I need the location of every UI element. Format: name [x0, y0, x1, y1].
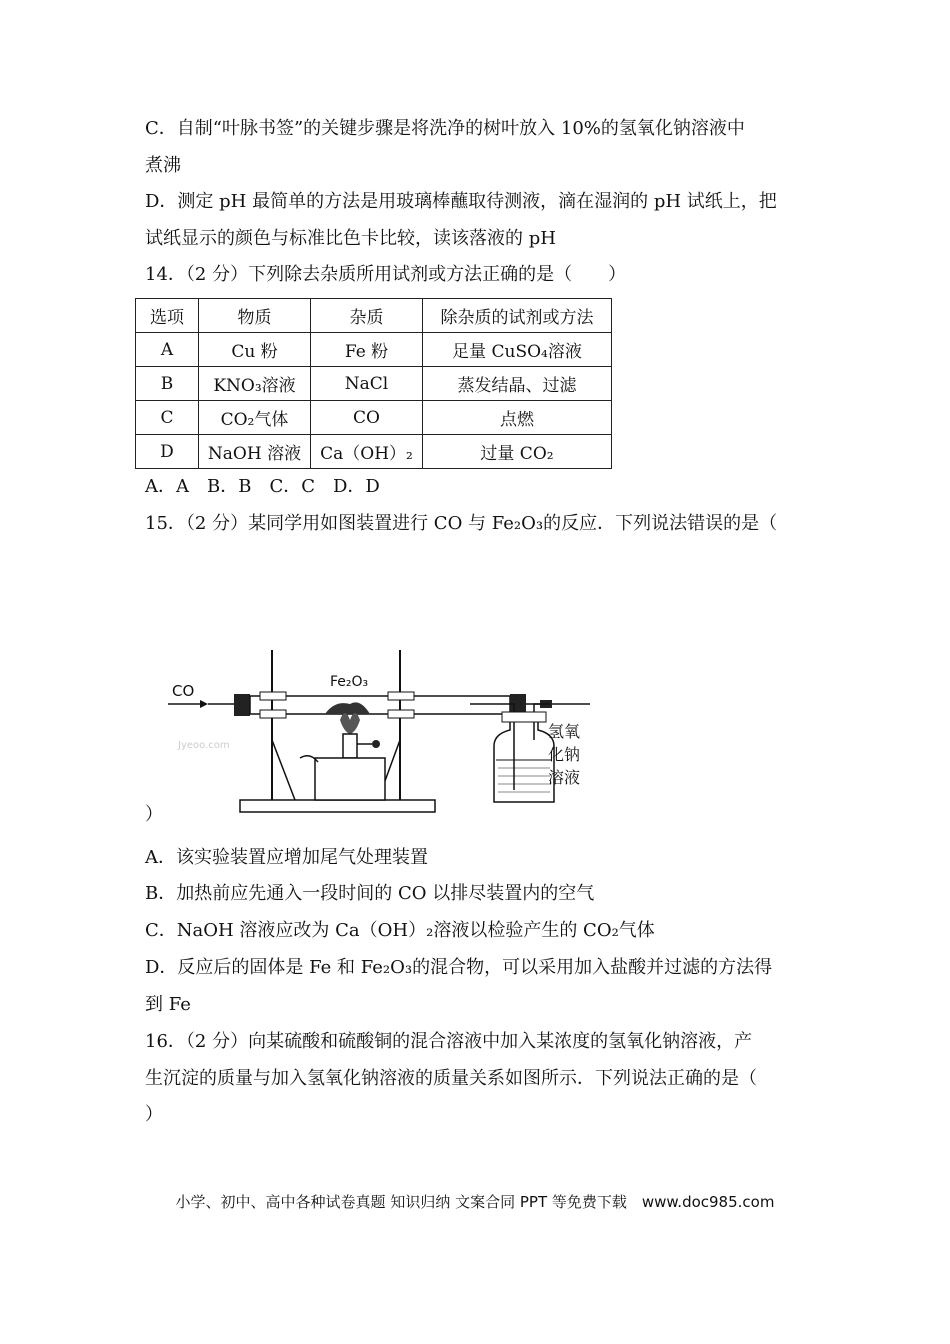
q15-close-paren: ） [145, 804, 163, 825]
page-footer: 小学、初中、高中各种试卷真题 知识归纳 文案合同 PPT 等免费下载 www.doc985.com [175, 1193, 775, 1211]
q13-option-c-line2: 煮沸 [145, 155, 181, 176]
table-cell: Fe 粉 [311, 333, 423, 367]
table-cell: D [136, 435, 199, 469]
table-cell: KNO₃溶液 [199, 367, 311, 401]
watermark: Jyeoo.com [178, 740, 230, 751]
table-header-cell: 除杂质的试剂或方法 [423, 299, 612, 333]
table-cell: B [136, 367, 199, 401]
table-cell: A [136, 333, 199, 367]
table-header-row [136, 299, 612, 333]
solution-label-line1: 氢氧 [548, 722, 581, 741]
burner-tube [343, 734, 357, 758]
arrow-head-icon [200, 700, 208, 708]
table-cell: CO [311, 401, 423, 435]
q15-option-d-line1: D．反应后的固体是 Fe 和 Fe₂O₃的混合物，可以采用加入盐酸并过滤的方法得 [145, 957, 773, 978]
table-cell: NaOH 溶液 [199, 435, 311, 469]
table-cell: 蒸发结晶、过滤 [423, 367, 612, 401]
table-cell: C [136, 401, 199, 435]
fe2o3-powder [325, 702, 370, 714]
q16-line1: 16．（2 分）向某硫酸和硫酸铜的混合溶液中加入某浓度的氢氧化钠溶液，产 [145, 1031, 753, 1052]
table-cell: 足量 CuSO₄溶液 [423, 333, 612, 367]
stand-base [240, 800, 435, 812]
q14-table [135, 298, 612, 469]
q15-option-c: C．NaOH 溶液应改为 Ca（OH）₂溶液以检验产生的 CO₂气体 [145, 920, 655, 941]
q14-stem: 14．（2 分）下列除去杂质所用试剂或方法正确的是（ ） [145, 264, 627, 285]
fe2o3-label: Fe₂O₃ [330, 674, 369, 690]
table-header-cell: 物质 [199, 299, 311, 333]
co-label: CO [172, 682, 195, 700]
bottle-stopper [502, 712, 546, 722]
q16-line3: ） [145, 1104, 163, 1125]
table-cell: CO₂气体 [199, 401, 311, 435]
table-row [136, 333, 612, 367]
left-clamp [260, 692, 286, 700]
table-cell: 点燃 [423, 401, 612, 435]
table-row [136, 367, 612, 401]
q15-option-d-line2: 到 Fe [145, 994, 191, 1015]
q13-option-d-line1: D．测定 pH 最简单的方法是用玻璃棒蘸取待测液，滴在湿润的 pH 试纸上，把 [145, 191, 777, 212]
table-cell: Cu 粉 [199, 333, 311, 367]
solution-label-line3: 溶液 [548, 768, 581, 787]
table-row [136, 435, 612, 469]
wash-bottle-figure [470, 690, 600, 810]
q14-options: A．A B．B C．C D．D [145, 476, 380, 497]
right-clamp [388, 692, 414, 700]
table-cell: NaCl [311, 367, 423, 401]
table-row [136, 401, 612, 435]
gas-valve-icon [372, 740, 380, 748]
burner-base [315, 758, 385, 800]
bottle-body [494, 722, 554, 802]
q15-option-a: A．该实验装置应增加尾气处理装置 [145, 847, 428, 868]
q15-stem: 15．（2 分）某同学用如图装置进行 CO 与 Fe₂O₃的反应．下列说法错误的是（ [145, 513, 778, 534]
flame-icon [340, 713, 360, 734]
q16-line2: 生沉淀的质量与加入氢氧化钠溶液的质量关系如图所示．下列说法正确的是（ [145, 1068, 757, 1089]
table-cell: Ca（OH）₂ [311, 435, 423, 469]
q13-option-d-line2: 试纸显示的颜色与标准比色卡比较，读该落液的 pH [145, 228, 556, 249]
q13-option-c-line1: C．自制“叶脉书签”的关键步骤是将洗净的树叶放入 10%的氢氧化钠溶液中 [145, 118, 745, 139]
q15-option-b: B．加热前应先通入一段时间的 CO 以排尽装置内的空气 [145, 883, 595, 904]
solution-label-line2: 化钠 [548, 745, 581, 764]
table-header-cell: 选项 [136, 299, 199, 333]
table-header-cell: 杂质 [311, 299, 423, 333]
table-cell: 过量 CO₂ [423, 435, 612, 469]
left-stopper [234, 694, 250, 716]
